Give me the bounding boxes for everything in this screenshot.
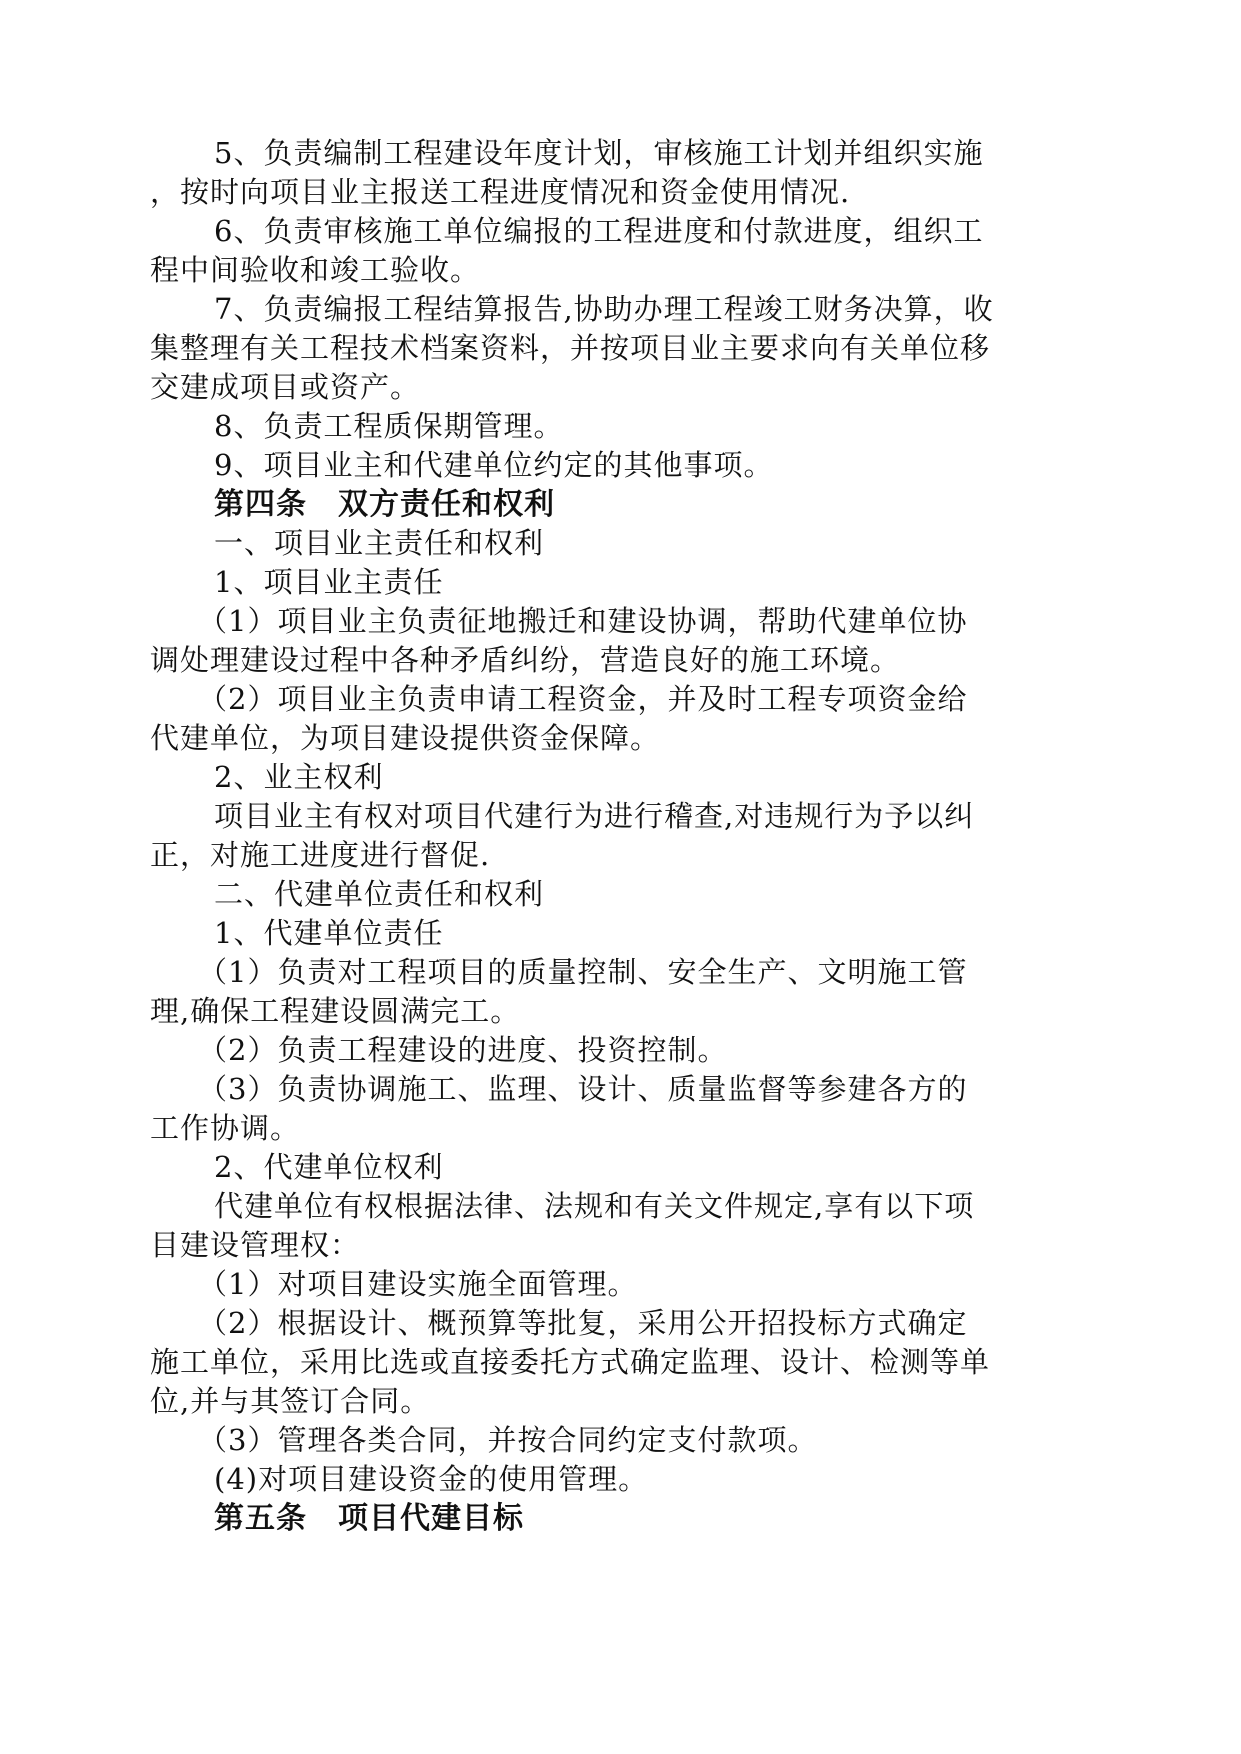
paragraph-line: （1）项目业主负责征地搬迁和建设协调，帮助代建单位协 xyxy=(198,604,968,638)
subheading-line: 2、业主权利 xyxy=(214,760,384,794)
paragraph-line: （2）项目业主负责申请工程资金，并及时工程专项资金给 xyxy=(198,682,968,716)
paragraph-line: 代建单位有权根据法律、法规和有关文件规定,享有以下项 xyxy=(214,1189,975,1223)
paragraph-line: 位,并与其签订合同。 xyxy=(150,1384,431,1418)
paragraph-line: 目建设管理权： xyxy=(150,1228,361,1262)
subheading-line: 2、代建单位权利 xyxy=(214,1150,444,1184)
paragraph-line: 6、负责审核施工单位编报的工程进度和付款进度，组织工 xyxy=(214,214,984,248)
paragraph-line: （1）负责对工程项目的质量控制、安全生产、文明施工管 xyxy=(198,955,968,989)
paragraph-line: 工作协调。 xyxy=(150,1111,301,1145)
paragraph-line: 9、项目业主和代建单位约定的其他事项。 xyxy=(214,448,774,482)
paragraph-line: (4)对项目建设资金的使用管理。 xyxy=(214,1462,649,1496)
paragraph-line: 正，对施工进度进行督促. xyxy=(150,838,491,872)
paragraph-line: ，按时向项目业主报送工程进度情况和资金使用情况. xyxy=(150,175,851,209)
section-heading: 第五条 项目代建目标 xyxy=(214,1501,524,1536)
paragraph-line: （1）对项目建设实施全面管理。 xyxy=(198,1267,638,1301)
subheading-line: 1、代建单位责任 xyxy=(214,916,444,950)
paragraph-line: （2）根据设计、概预算等批复，采用公开招投标方式确定 xyxy=(198,1306,968,1340)
paragraph-line: 调处理建设过程中各种矛盾纠纷，营造良好的施工环境。 xyxy=(150,643,901,677)
paragraph-line: 集整理有关工程技术档案资料，并按项目业主要求向有关单位移 xyxy=(150,331,991,365)
paragraph-line: 代建单位，为项目建设提供资金保障。 xyxy=(150,721,661,755)
subheading-line: 二、代建单位责任和权利 xyxy=(214,877,545,911)
subheading-line: 一、项目业主责任和权利 xyxy=(214,526,545,560)
paragraph-line: 项目业主有权对项目代建行为进行稽查,对违规行为予以纠 xyxy=(214,799,975,833)
paragraph-line: 施工单位，采用比选或直接委托方式确定监理、设计、检测等单 xyxy=(150,1345,991,1379)
paragraph-line: 交建成项目或资产。 xyxy=(150,370,421,404)
paragraph-line: （3）管理各类合同，并按合同约定支付款项。 xyxy=(198,1423,818,1457)
paragraph-line: （2）负责工程建设的进度、投资控制。 xyxy=(198,1033,728,1067)
paragraph-line: 5、负责编制工程建设年度计划，审核施工计划并组织实施 xyxy=(214,136,984,170)
section-heading: 第四条 双方责任和权利 xyxy=(214,487,555,522)
paragraph-line: 8、负责工程质保期管理。 xyxy=(214,409,564,443)
paragraph-line: 7、负责编报工程结算报告,协助办理工程竣工财务决算，收 xyxy=(214,292,994,326)
paragraph-line: 理,确保工程建设圆满完工。 xyxy=(150,994,521,1028)
subheading-line: 1、项目业主责任 xyxy=(214,565,444,599)
paragraph-line: （3）负责协调施工、监理、设计、质量监督等参建各方的 xyxy=(198,1072,968,1106)
paragraph-line: 程中间验收和竣工验收。 xyxy=(150,253,481,287)
